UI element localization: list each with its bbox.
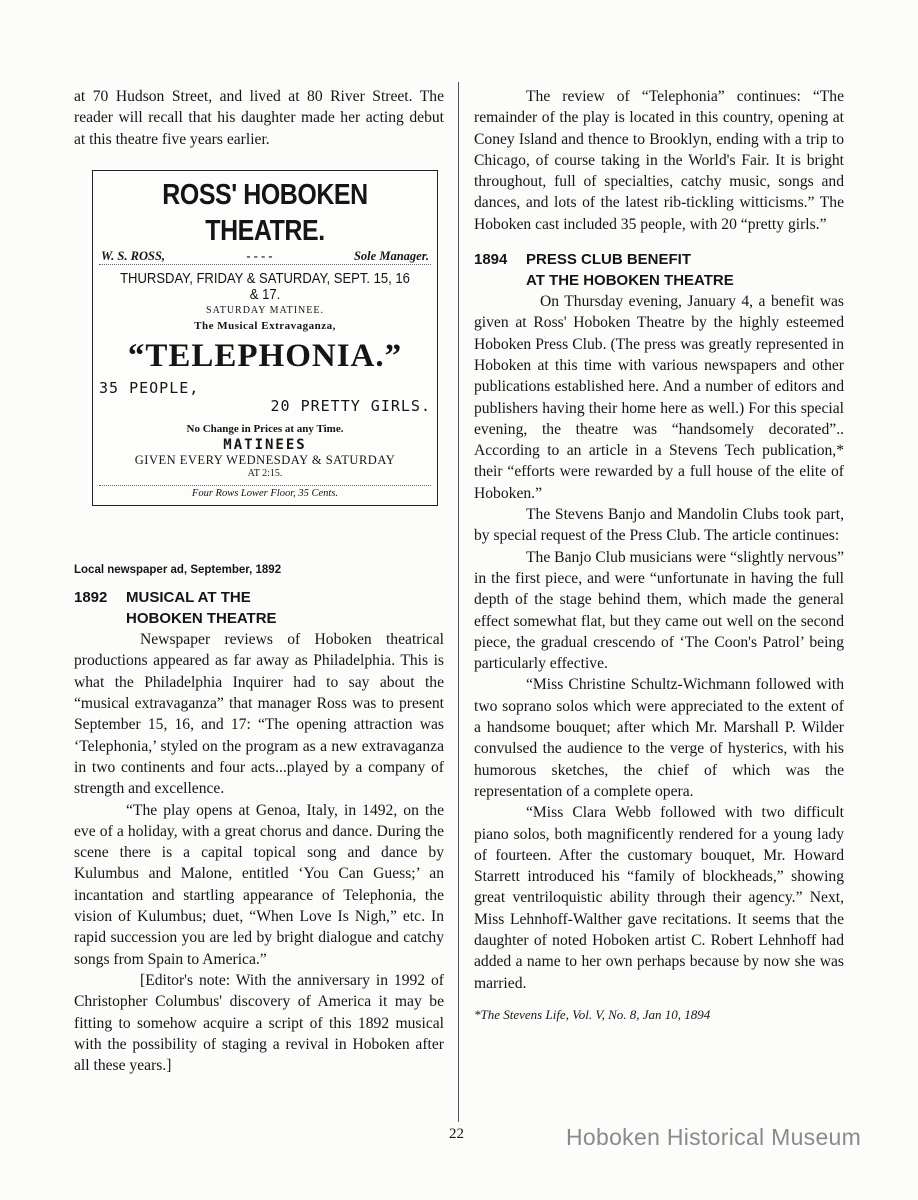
ad-manager-name: W. S. ROSS, xyxy=(101,248,166,263)
watermark: Hoboken Historical Museum xyxy=(566,1124,862,1150)
paragraph: The review of “Telephonia” continues: “The remainder of the play is located in this country, opening at Coney Island and thence to Brooklyn, ending with a trip to Chicago, of course taking in the World's Fair. It is bright throughout, full of specialties, catchy music, songs and dances, and lots of the latest rib-tickling witticisms.” The Hoboken cast included 35 people, with 20 “pretty girls.” xyxy=(474,88,844,233)
column-divider xyxy=(458,82,459,1122)
paragraph: On Thursday evening, January 4, a benefit was given at Ross' Hoboken Theatre by the highly esteemed Hoboken Press Club. (The press was greatly represented in Hoboken at this time with various newspapers and other publications established here. And a number of editors and publishers having their home here as well.) For this special evening, the theatre was “handsomely decorated”.. According to an article in a Stevens Tech publication,* their “efforts were rewarded by a full house of the elite of Hoboken.” xyxy=(474,293,844,502)
ad-manager-role: Sole Manager. xyxy=(353,248,429,263)
page-number: 22 xyxy=(449,1126,464,1142)
ad-saturday-matinee: SATURDAY MATINEE. xyxy=(206,304,324,316)
ad-manager-dashes: - - - - xyxy=(246,248,273,263)
heading-line1: MUSICAL AT THE xyxy=(126,589,251,607)
heading-line1: PRESS CLUB BENEFIT xyxy=(526,251,692,269)
ad-extravaganza: The Musical Extravaganza, xyxy=(194,319,336,332)
ad-at-time: AT 2:15. xyxy=(247,467,283,479)
ad-dates: THURSDAY, FRIDAY & SATURDAY, SEPT. 15, 16 & 17. xyxy=(120,270,410,303)
ad-caption: Local newspaper ad, September, 1892 xyxy=(74,563,282,576)
paragraph: The Stevens Banjo and Mandolin Clubs took part, by special request of the Press Club. The article continues: xyxy=(474,506,844,545)
ad-matinees: MATINEES xyxy=(223,436,307,453)
heading-line2: HOBOKEN THEATRE xyxy=(126,610,277,628)
quoted-paragraph: “Miss Clara Webb followed with two difficult piano solos, both magnificently rendered for a young lady of fourteen. After the customary bouquet, Mr. Howard Starrett introduced his “family of blockheads,” showing great ventriloquistic ability through their agency.” Next, Miss Lehnhoff-Walther gave recitations. It seems that the daughter of noted Hoboken artist C. Robert Lehnhoff had added a name to her own perhaps because by now she was married. xyxy=(474,804,844,992)
ad-girls: 20 PRETTY GIRLS. xyxy=(270,396,431,415)
heading-line2: AT THE HOBOKEN THEATRE xyxy=(526,272,734,290)
paragraph: “The play opens at Genoa, Italy, in 1492, on the eve of a holiday, with a great chorus and dance. During the scene there is a capital topical song and dance by Kulumbus and Malone, entitled ‘You Can Guess;’ an incantation and startling appearance of Telephonia, the vision of Kulumbus; duet, “When Love Is Nigh,” etc. In rapid succession you are led by bright dialogue and catchy songs from Spain to America.” xyxy=(74,801,444,968)
ad-show-title: “TELEPHONIA.” xyxy=(127,337,403,374)
editors-note: [Editor's note: With the anniversary in 1992 of Christopher Columbus' discovery of America it may be fitting to somehow acquire a script of this 1892 musical with the possibility of staging a revival in Hoboken after all these years.] xyxy=(74,971,444,1075)
intro-paragraph: at 70 Hudson Street, and lived at 80 River Street. The reader will recall that his daughter made her acting debut at this theatre five years earlier. xyxy=(74,88,444,148)
ad-manager-line xyxy=(99,249,431,265)
newspaper-ad xyxy=(92,170,438,506)
section-heading-1892 xyxy=(74,587,444,629)
heading-year: 1892 xyxy=(74,589,108,607)
left-column xyxy=(74,86,444,1076)
footnote: *The Stevens Life, Vol. V, No. 8, Jan 10, 1894 xyxy=(474,1006,711,1022)
heading-year: 1894 xyxy=(474,251,508,269)
section-heading-1894 xyxy=(474,249,844,291)
ad-people: 35 PEOPLE, xyxy=(99,378,200,397)
ad-title: ROSS' HOBOKEN THEATRE. xyxy=(162,178,368,247)
quoted-paragraph: The Banjo Club musicians were “slightly nervous” in the first piece, and were “unfortunate in having the full depth of the stage behind them, which made the general effect somewhat flat, but they came out well on the second piece, the gradual crescendo of ‘The Coon's Patrol’ being particularly effective. xyxy=(474,548,844,673)
paragraph: Newspaper reviews of Hoboken theatrical productions appeared as far away as Philadelphia. This is what the Philadelphia Inquirer had to say about the “musical extravaganza” that manager Ross was to present September 15, 16, and 17: “The opening attraction was ‘Telephonia,’ styled on the program as a new extravaganza in two continents and four acts...played by a company of strength and excellence. xyxy=(74,631,444,798)
quoted-paragraph: “Miss Christine Schultz-Wichmann followed with two soprano solos which were appreciated to the extent of a handsome bouquet; after which Mr. Marshall P. Wilder convulsed the audience to the verge of hysterics, with his humorous sketches, the chief of which was the representation of a complete opera. xyxy=(474,676,844,800)
ad-given: GIVEN EVERY WEDNESDAY & SATURDAY xyxy=(134,452,396,467)
ad-no-change: No Change in Prices at any Time. xyxy=(186,422,344,435)
right-column xyxy=(474,86,844,1025)
ad-footer: Four Rows Lower Floor, 35 Cents. xyxy=(99,485,431,499)
